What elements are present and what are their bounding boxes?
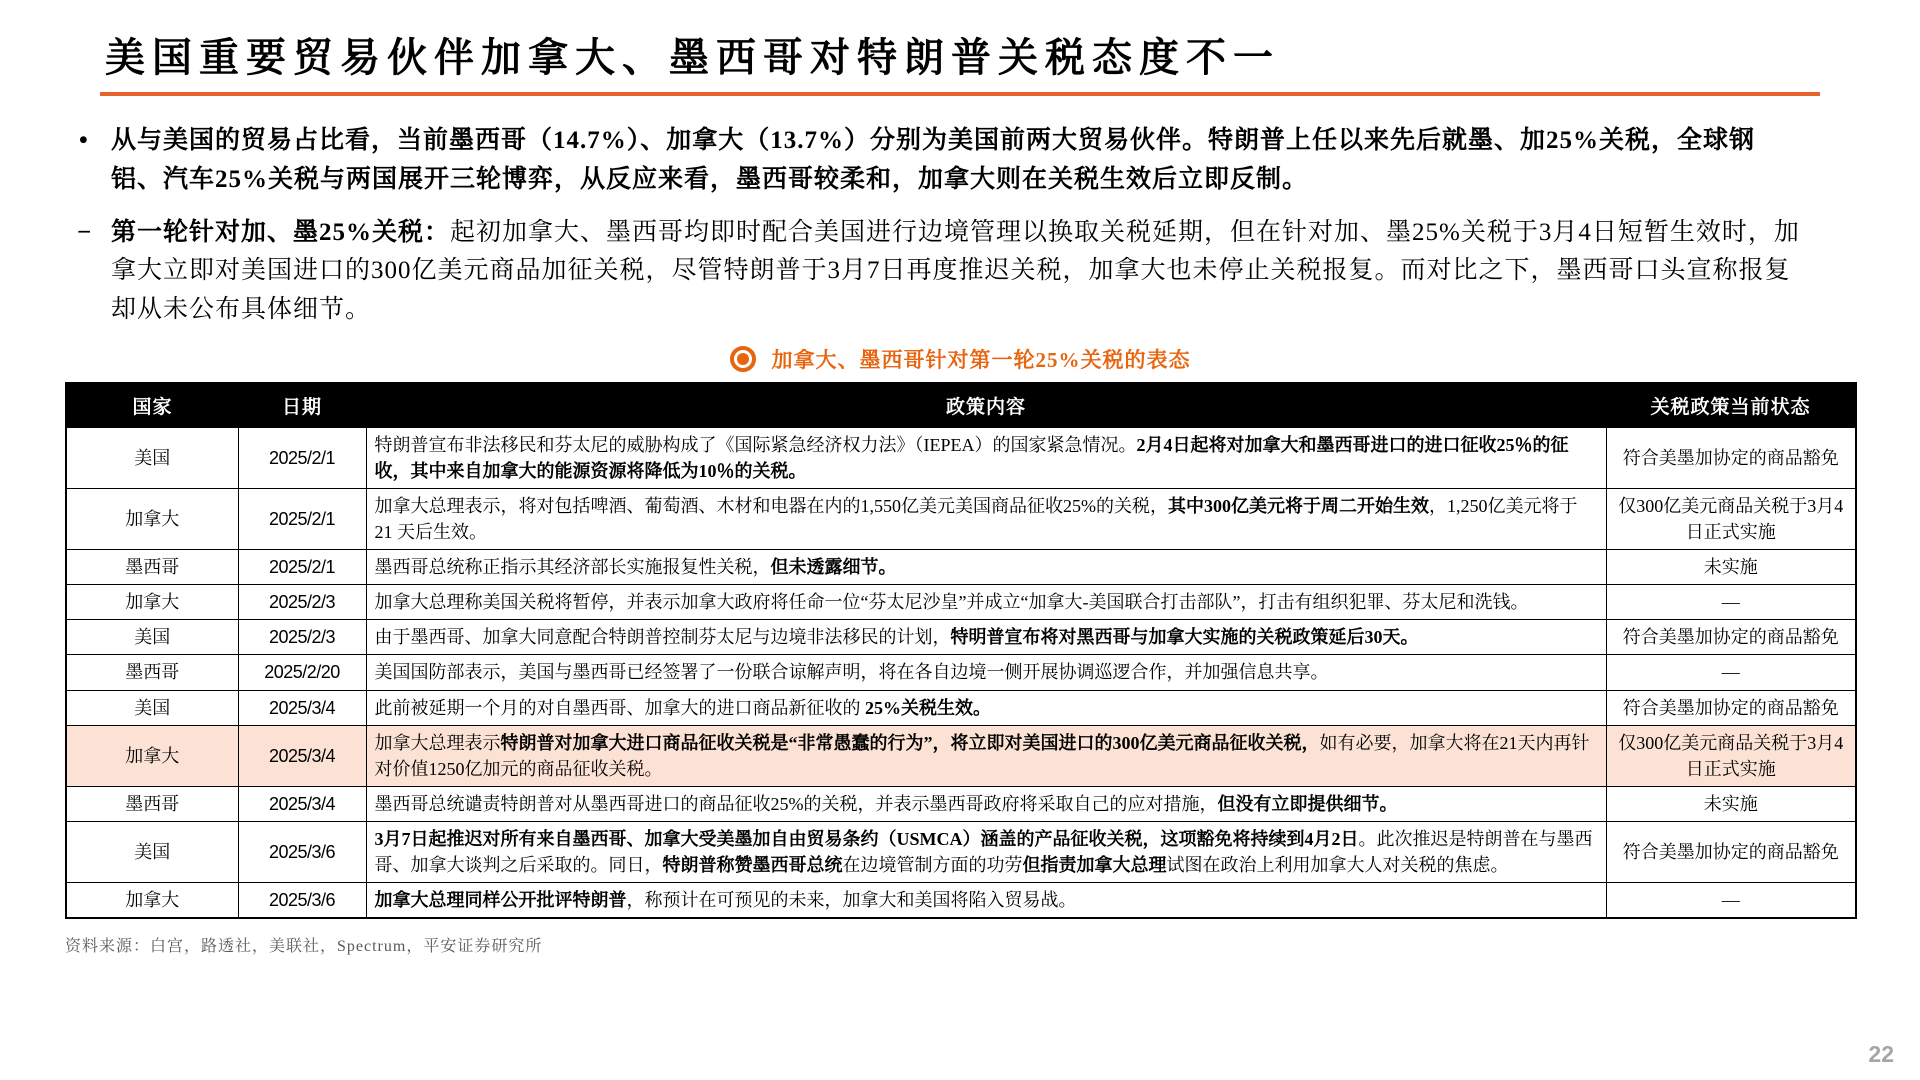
country-cell: 墨西哥 xyxy=(66,655,238,690)
table-caption: 加拿大、墨西哥针对第一轮25%关税的表态 xyxy=(771,347,1191,372)
bullet-marker: • xyxy=(79,127,89,154)
bullet-list xyxy=(65,122,1855,330)
date-cell: 2025/3/4 xyxy=(238,725,366,786)
status-cell: 符合美墨加协定的商品豁免 xyxy=(1606,821,1856,882)
col-header-country: 国家 xyxy=(66,383,238,428)
country-cell: 美国 xyxy=(66,690,238,725)
policy-cell: 墨西哥总统谴责特朗普对从墨西哥进口的商品征收25%的关税，并表示墨西哥政府将采取自己的应对措施，但没有立即提供细节。 xyxy=(366,786,1606,821)
date-cell: 2025/2/20 xyxy=(238,655,366,690)
policy-cell: 加拿大总理称美国关税将暂停，并表示加拿大政府将任命一位“芬太尼沙皇”并成立“加拿大-美国联合打击部队”，打击有组织犯罪、芬太尼和洗钱。 xyxy=(366,585,1606,620)
policy-cell: 此前被延期一个月的对自墨西哥、加拿大的进口商品新征收的 25%关税生效。 xyxy=(366,690,1606,725)
country-cell: 墨西哥 xyxy=(66,550,238,585)
country-cell: 墨西哥 xyxy=(66,786,238,821)
title-underline xyxy=(100,92,1820,96)
policy-cell: 加拿大总理表示，将对包括啤酒、葡萄酒、木材和电器在内的1,550亿美元美国商品征收25%的关税，其中300亿美元将于周二开始生效，1,250亿美元将于 21 天后生效。 xyxy=(366,488,1606,549)
dash-marker: − xyxy=(77,218,93,246)
bullet-body: 起初加拿大、墨西哥均即时配合美国进行边境管理以换取关税延期，但在针对加、墨25%关税于3月4日短暂生效时，加拿大立即对美国进口的300亿美元商品加征关税，尽管特朗普于3月7日再度推迟关税，加拿大也未停止关税报复。而对比之下，墨西哥口头宣称报复却从未公布具体细节。 xyxy=(111,218,1800,323)
table-header xyxy=(66,383,1856,428)
table-row xyxy=(66,786,1856,821)
policy-cell: 由于墨西哥、加拿大同意配合特朗普控制芬太尼与边境非法移民的计划，特明普宣布将对黑西哥与加拿大实施的关税政策延后30天。 xyxy=(366,620,1606,655)
table-row xyxy=(66,585,1856,620)
policy-cell: 美国国防部表示，美国与墨西哥已经签署了一份联合谅解声明，将在各自边境一侧开展协调巡逻合作，并加强信息共享。 xyxy=(366,655,1606,690)
date-cell: 2025/3/4 xyxy=(238,786,366,821)
table-row xyxy=(66,620,1856,655)
policy-cell: 加拿大总理同样公开批评特朗普，称预计在可预见的未来，加拿大和美国将陷入贸易战。 xyxy=(366,883,1606,919)
status-cell: — xyxy=(1606,585,1856,620)
table-caption-row xyxy=(65,344,1855,374)
policy-cell: 墨西哥总统称正指示其经济部长实施报复性关税，但未透露细节。 xyxy=(366,550,1606,585)
bullet-text xyxy=(111,214,1801,330)
table-row xyxy=(66,550,1856,585)
date-cell: 2025/3/4 xyxy=(238,690,366,725)
page-number: 22 xyxy=(1868,1041,1894,1067)
table-row xyxy=(66,883,1856,919)
status-cell: 仅300亿美元商品关税于3月4日正式实施 xyxy=(1606,725,1856,786)
country-cell: 加拿大 xyxy=(66,725,238,786)
status-cell: 符合美墨加协定的商品豁免 xyxy=(1606,690,1856,725)
col-header-status: 关税政策当前状态 xyxy=(1606,383,1856,428)
date-cell: 2025/2/1 xyxy=(238,427,366,488)
table-row xyxy=(66,690,1856,725)
country-cell: 美国 xyxy=(66,821,238,882)
date-cell: 2025/3/6 xyxy=(238,883,366,919)
source-note: 资料来源：白宫，路透社，美联社，Spectrum，平安证券研究所 xyxy=(65,938,543,956)
bullet-text: 从与美国的贸易占比看，当前墨西哥（14.7%）、加拿大（13.7%）分别为美国前两大贸易伙伴。特朗普上任以来先后就墨、加25%关税，全球钢铝、汽车25%关税与两国展开三轮博弈，从反应来看，墨西哥较柔和，加拿大则在关税生效后立即反制。 xyxy=(111,127,1756,193)
table-row xyxy=(66,821,1856,882)
policy-cell: 3月7日起推迟对所有来自墨西哥、加拿大受美墨加自由贸易条约（USMCA）涵盖的产品征收关税，这项豁免将持续到4月2日。此次推迟是特朗普在与墨西哥、加拿大谈判之后采取的。同日，特朗普称赞墨西哥总统在边境管制方面的功劳但指责加拿大总理试图在政治上利用加拿大人对关税的焦虑。 xyxy=(366,821,1606,882)
country-cell: 加拿大 xyxy=(66,488,238,549)
status-cell: 符合美墨加协定的商品豁免 xyxy=(1606,427,1856,488)
policy-cell: 加拿大总理表示特朗普对加拿大进口商品征收关税是“非常愚蠢的行为”，将立即对美国进口的300亿美元商品征收关税，如有必要，加拿大将在21天内再针对价值1250亿加元的商品征收关税。 xyxy=(366,725,1606,786)
col-header-date: 日期 xyxy=(238,383,366,428)
status-cell: 未实施 xyxy=(1606,550,1856,585)
date-cell: 2025/3/6 xyxy=(238,821,366,882)
table-row xyxy=(66,488,1856,549)
bullet-lead-bold: 第一轮针对加、墨25%关税： xyxy=(111,218,451,246)
bullet-item-2 xyxy=(65,214,1855,330)
country-cell: 美国 xyxy=(66,620,238,655)
policy-table xyxy=(65,382,1857,919)
status-cell: 符合美墨加协定的商品豁免 xyxy=(1606,620,1856,655)
status-cell: — xyxy=(1606,883,1856,919)
col-header-policy: 政策内容 xyxy=(366,383,1606,428)
country-cell: 美国 xyxy=(66,427,238,488)
table-row xyxy=(66,725,1856,786)
table-row xyxy=(66,427,1856,488)
date-cell: 2025/2/1 xyxy=(238,488,366,549)
country-cell: 加拿大 xyxy=(66,585,238,620)
bullseye-icon xyxy=(730,346,756,372)
policy-cell: 特朗普宣布非法移民和芬太尼的威胁构成了《国际紧急经济权力法》（IEPEA）的国家紧急情况。2月4日起将对加拿大和墨西哥进口的进口征收25％的征收，其中来自加拿大的能源资源将降低为10％的关税。 xyxy=(366,427,1606,488)
status-cell: 未实施 xyxy=(1606,786,1856,821)
status-cell: — xyxy=(1606,655,1856,690)
table-row xyxy=(66,655,1856,690)
date-cell: 2025/2/3 xyxy=(238,585,366,620)
status-cell: 仅300亿美元商品关税于3月4日正式实施 xyxy=(1606,488,1856,549)
date-cell: 2025/2/3 xyxy=(238,620,366,655)
page-title: 美国重要贸易伙伴加拿大、墨西哥对特朗普关税态度不一 xyxy=(105,35,1280,80)
bullet-item-1 xyxy=(65,122,1855,200)
policy-table-body xyxy=(66,427,1856,918)
date-cell: 2025/2/1 xyxy=(238,550,366,585)
country-cell: 加拿大 xyxy=(66,883,238,919)
